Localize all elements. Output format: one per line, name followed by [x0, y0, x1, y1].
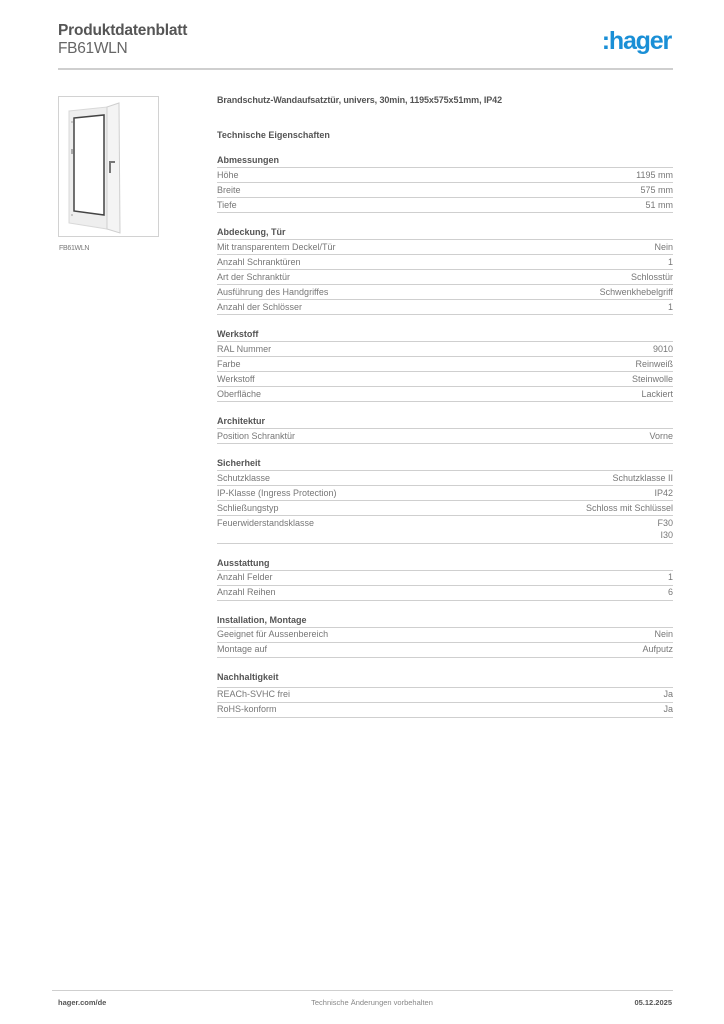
spec-label: Montage auf	[217, 644, 268, 654]
spec-row	[217, 688, 673, 703]
spec-value: Aufputz	[642, 644, 673, 654]
spec-row	[217, 643, 673, 658]
spec-value: 1	[667, 301, 673, 312]
spec-label: Anzahl Felder	[217, 572, 273, 582]
spec-value: 575 mm	[640, 184, 673, 195]
spec-label: Schließungstyp	[217, 502, 279, 513]
product-content	[217, 94, 673, 718]
spec-label: Anzahl der Schlösser	[217, 301, 303, 312]
spec-row	[217, 628, 673, 643]
spec-row	[217, 183, 673, 198]
section-architektur	[217, 416, 673, 444]
footer-date: 05.12.2025	[634, 998, 672, 1007]
spec-value: Schutzklasse II	[612, 472, 673, 483]
spec-label: IP-Klasse (Ingress Protection)	[217, 487, 337, 498]
product-code: FB61WLN	[58, 40, 128, 57]
header-divider	[58, 68, 673, 70]
spec-value-multi	[657, 517, 673, 541]
footer-divider	[52, 990, 673, 991]
spec-row	[217, 703, 673, 718]
spec-row	[217, 168, 673, 183]
spec-label: REACh-SVHC frei	[217, 689, 291, 699]
spec-row	[217, 429, 673, 444]
spec-value: 1	[667, 256, 673, 267]
spec-row	[217, 501, 673, 516]
section-abdeckung-tuer	[217, 227, 673, 315]
spec-value: IP42	[654, 487, 673, 498]
spec-row	[217, 486, 673, 501]
hager-logo: :hager	[601, 27, 671, 55]
spec-value: Ja	[663, 704, 673, 714]
spec-value: 6	[667, 587, 673, 597]
spec-value: Schloss mit Schlüssel	[585, 502, 673, 513]
spec-label: Position Schranktür	[217, 430, 296, 441]
spec-value: Lackiert	[641, 388, 673, 399]
spec-label: Ausführung des Handgriffes	[217, 286, 329, 297]
spec-row	[217, 387, 673, 402]
product-image	[58, 96, 159, 237]
spec-value: I30	[660, 529, 673, 540]
spec-value: Schwenkhebelgriff	[599, 286, 673, 297]
spec-row	[217, 471, 673, 486]
spec-row	[217, 586, 673, 601]
spec-value: Ja	[663, 689, 673, 699]
spec-label: RoHS-konform	[217, 704, 277, 714]
document-title: Produktdatenblatt	[58, 22, 188, 39]
spec-label: Tiefe	[217, 199, 237, 210]
spec-row	[217, 372, 673, 387]
spec-label: Anzahl Schranktüren	[217, 256, 301, 267]
spec-label: Geeignet für Aussenbereich	[217, 629, 329, 639]
spec-value: 9010	[652, 343, 673, 354]
spec-row	[217, 300, 673, 315]
section-abmessungen	[217, 155, 673, 213]
footer-notice: Technische Änderungen vorbehalten	[311, 998, 433, 1007]
spec-row	[217, 571, 673, 586]
spec-row	[217, 255, 673, 270]
section-title: Ausstattung	[217, 558, 673, 571]
technical-properties-heading: Technische Eigenschaften	[217, 130, 330, 140]
spec-row	[217, 270, 673, 285]
spec-label: Breite	[217, 184, 241, 195]
spec-value: Schlosstür	[630, 271, 673, 282]
door-illustration-icon	[59, 97, 158, 236]
spec-value: 1	[667, 572, 673, 582]
spec-label: Anzahl Reihen	[217, 587, 276, 597]
spec-value: 1195 mm	[636, 169, 673, 180]
spec-row	[217, 342, 673, 357]
section-sicherheit	[217, 458, 673, 544]
section-werkstoff	[217, 329, 673, 402]
spec-label: Werkstoff	[217, 373, 255, 384]
spec-label: Art der Schranktür	[217, 271, 291, 282]
section-ausstattung	[217, 558, 673, 601]
section-title: Abdeckung, Tür	[217, 227, 673, 240]
spec-row	[217, 198, 673, 213]
spec-row	[217, 357, 673, 372]
section-title: Installation, Montage	[217, 615, 673, 628]
spec-value: Nein	[654, 241, 673, 252]
section-title: Sicherheit	[217, 458, 673, 471]
section-title: Nachhaltigkeit	[217, 672, 673, 688]
spec-value: Reinweiß	[635, 358, 673, 369]
section-installation-montage	[217, 615, 673, 658]
spec-label: Mit transparentem Deckel/Tür	[217, 241, 336, 252]
image-caption: FB61WLN	[59, 245, 90, 252]
section-title: Werkstoff	[217, 329, 673, 342]
spec-value: 51 mm	[645, 199, 673, 210]
spec-value: Steinwolle	[631, 373, 673, 384]
spec-row	[217, 516, 673, 544]
spec-label: Farbe	[217, 358, 241, 369]
product-description: Brandschutz-Wandaufsatztür, univers, 30min, 1195x575x51mm, IP42	[217, 95, 502, 105]
spec-row	[217, 240, 673, 255]
footer-website-link[interactable]: hager.com/de	[58, 998, 107, 1007]
section-title: Architektur	[217, 416, 673, 429]
spec-label: RAL Nummer	[217, 343, 272, 354]
spec-value: Vorne	[649, 430, 673, 441]
spec-label: Feuerwiderstandsklasse	[217, 517, 315, 528]
spec-label: Oberfläche	[217, 388, 262, 399]
spec-label: Schutzklasse	[217, 472, 271, 483]
section-nachhaltigkeit	[217, 672, 673, 718]
spec-value: F30	[657, 517, 673, 528]
spec-label: Höhe	[217, 169, 239, 180]
spec-value: Nein	[654, 629, 673, 639]
document-header	[58, 22, 673, 58]
section-title: Abmessungen	[217, 155, 673, 168]
spec-row	[217, 285, 673, 300]
